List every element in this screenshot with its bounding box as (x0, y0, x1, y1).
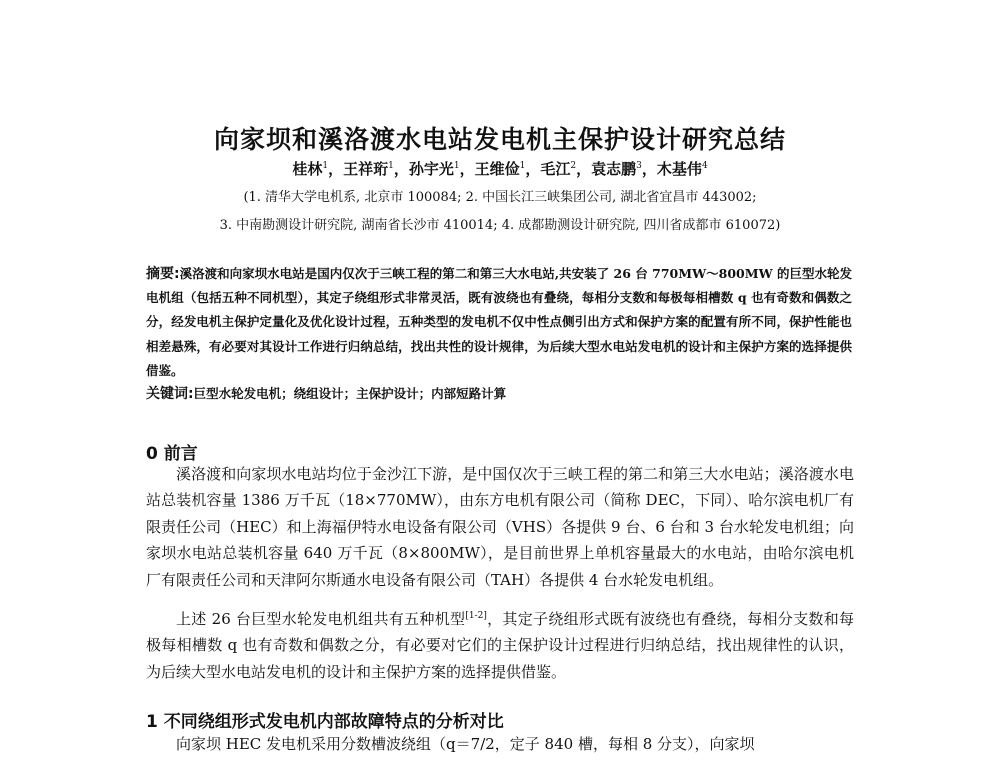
keywords-text: 巨型水轮发电机；绕组设计；主保护设计；内部短路计算 (193, 386, 507, 401)
author-list: 桂林$^1$，王祥珩$^1$，孙宇光$^1$，王维俭$^1$，毛江$^2$，袁志鹏$^3$，木基伟$^4$ (292, 160, 708, 178)
abstract-label: 摘要: (146, 266, 180, 282)
keywords (146, 383, 852, 403)
citation: [1-2] (465, 611, 487, 621)
section-heading-intro: 0 前言 (146, 444, 198, 464)
author: 王祥珩$^1$ (343, 160, 394, 178)
paper-title: 向家坝和溪洛渡水电站发电机主保护设计研究总结 (213, 125, 786, 154)
author: 王维俭$^1$ (474, 160, 526, 178)
keywords-label: 关键词: (146, 386, 194, 402)
abstract-text: 溪洛渡和向家坝水电站是国内仅次于三峡工程的第二和第三大水电站,共安装了 26 台 770MW～800MW 的巨型水轮发电机组（包括五种不同机型），其定子绕组形式非常灵活，既有波绕也有叠绕，每相分支数和每极每相槽数 q 也有奇数和偶数之分，经发电机主保护定量化及优化设计过程，五种类型的发电机不仅中性点侧引出方式和保护方案的配置有所不同，保护性能也相差悬殊，有必要对其设计工作进行归纳总结，找出共性的设计规律，为后续大型水电站发电机的设计和主保护方案的选择提供借鉴。 (146, 266, 853, 378)
intro-paragraph-1: 溪洛渡和向家坝水电站均位于金沙江下游，是中国仅次于三峡工程的第二和第三大水电站；溪洛渡水电站总装机容量 1386 万千瓦（18×770MW），由东方电机有限公司（简称 DEC，下同）、哈尔滨电机厂有限责任公司（HEC）和上海福伊特水电设备有限公司（VHS）各提供 9 台、6 台和 3 台水轮发电机组；向家坝水电站总装机容量 640 万千瓦（8×800MW），是目前世界上单机容量最大的水电站，由哈尔滨电机厂有限责任公司和天津阿尔斯通水电设备有限公司（TAH）各提供 4 台水轮发电机组。 (146, 465, 854, 589)
affiliation-line-1: (1. 清华大学电机系, 北京市 100084; 2. 中国长江三峡集团公司, 湖北省宜昌市 443002; (243, 190, 757, 205)
affiliation-line-2: 3. 中南勘测设计研究院, 湖南省长沙市 410014; 4. 成都勘测设计研究院, 四川省成都市 610072) (219, 218, 781, 233)
author: 孙宇光$^1$ (408, 160, 460, 178)
section1-paragraph-1: 向家坝 HEC 发电机采用分数槽波绕组（q＝7/2，定子 840 槽，每相 8 分支），向家坝 (176, 735, 755, 753)
author: 袁志鹏$^3$ (591, 160, 642, 178)
section-heading-1: 1 不同绕组形式发电机内部故障特点的分析对比 (146, 712, 504, 732)
author: 桂林$^1$ (292, 160, 329, 178)
abstract (146, 262, 852, 383)
intro-paragraph-2: 上述 26 台巨型水轮发电机组共有五种机型[1-2]，其定子绕组形式既有波绕也有叠绕，每相分支数和每极每相槽数 q 也有奇数和偶数之分，有必要对它们的主保护设计过程进行归纳总结，找出规律性的认识，为后续大型水电站发电机的设计和主保护方案的选择提供借鉴。 (146, 610, 854, 681)
author: 木基伟$^4$ (656, 160, 708, 178)
author: 毛江$^2$ (540, 160, 577, 178)
